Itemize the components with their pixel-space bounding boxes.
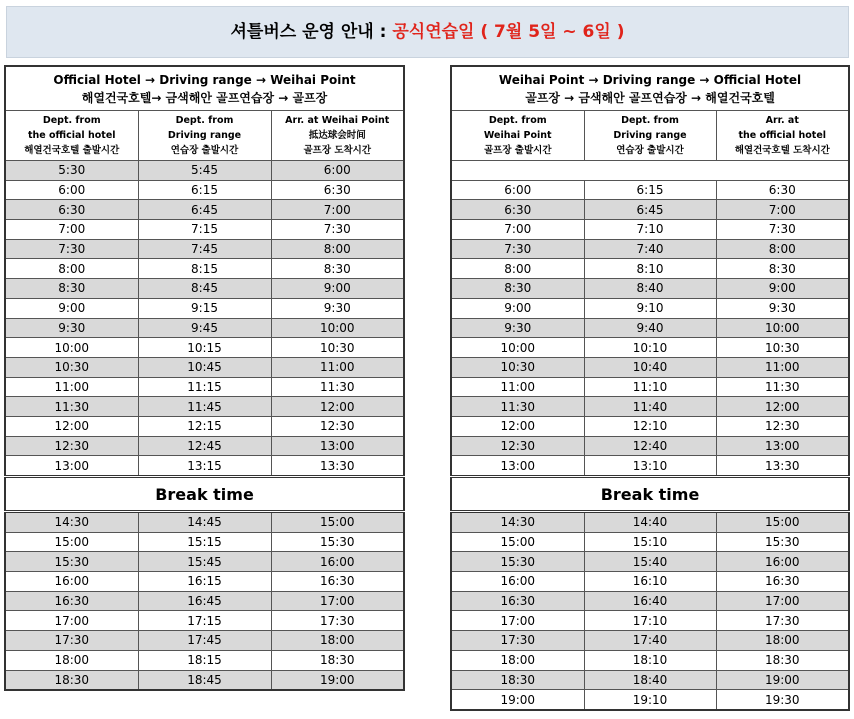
table-row xyxy=(5,650,404,670)
time-cell: 17:10 xyxy=(584,611,716,631)
route-english: Official Hotel → Driving range → Weihai Point xyxy=(53,72,356,87)
table-row xyxy=(451,180,849,200)
time-cell: 8:00 xyxy=(5,259,138,279)
time-cell: 17:30 xyxy=(271,611,404,631)
time-cell: 15:30 xyxy=(716,532,849,552)
time-cell: 8:30 xyxy=(716,259,849,279)
banner-highlight: 공식연습일 ( 7월 5일 ~ 6일 ) xyxy=(392,22,625,42)
time-cell: 11:00 xyxy=(271,357,404,377)
time-cell: 15:30 xyxy=(271,532,404,552)
time-cell: 10:10 xyxy=(584,338,716,358)
table-row xyxy=(451,552,849,572)
time-cell: 18:10 xyxy=(584,650,716,670)
time-cell: 9:45 xyxy=(138,318,271,338)
time-cell: 16:30 xyxy=(271,572,404,592)
table-row xyxy=(451,690,849,710)
time-cell: 17:30 xyxy=(716,611,849,631)
time-cell: 15:00 xyxy=(716,512,849,533)
time-cell: 10:30 xyxy=(5,357,138,377)
time-cell: 18:15 xyxy=(138,650,271,670)
time-cell: 18:30 xyxy=(5,670,138,690)
time-cell: 7:00 xyxy=(5,220,138,240)
time-cell: 17:15 xyxy=(138,611,271,631)
time-cell: 10:30 xyxy=(716,338,849,358)
column-header-line: Driving range xyxy=(167,130,242,141)
table-row xyxy=(5,611,404,631)
blank-cell xyxy=(451,161,849,181)
route-korean: 골프장 → 금색해안 골프연습장 → 해열건국호텔 xyxy=(525,90,775,105)
schedule-table-golf-to-hotel xyxy=(450,65,850,711)
break-row xyxy=(5,477,404,512)
time-cell: 13:15 xyxy=(138,456,271,477)
time-cell: 17:00 xyxy=(271,591,404,611)
time-cell: 15:30 xyxy=(5,552,138,572)
time-cell: 18:00 xyxy=(271,631,404,651)
time-cell: 19:00 xyxy=(451,690,584,710)
table-row xyxy=(5,572,404,592)
column-header xyxy=(716,111,849,161)
time-cell: 12:15 xyxy=(138,416,271,436)
table-row xyxy=(5,591,404,611)
column-header-line: 연습장 출발시간 xyxy=(616,145,684,156)
time-cell: 18:40 xyxy=(584,670,716,690)
break-time-label: Break time xyxy=(5,477,404,512)
time-cell: 14:40 xyxy=(584,512,716,533)
time-cell: 13:00 xyxy=(451,456,584,477)
column-header-row xyxy=(5,111,404,161)
time-cell: 14:30 xyxy=(451,512,584,533)
time-cell: 9:00 xyxy=(271,279,404,299)
time-cell: 9:30 xyxy=(5,318,138,338)
column-header-line: Driving range xyxy=(613,130,687,141)
table-row xyxy=(451,456,849,477)
time-cell: 12:30 xyxy=(5,436,138,456)
time-cell: 10:30 xyxy=(451,357,584,377)
column-header-line: Arr. at xyxy=(765,115,799,126)
time-cell: 16:00 xyxy=(451,572,584,592)
time-cell: 8:00 xyxy=(716,239,849,259)
time-cell: 8:10 xyxy=(584,259,716,279)
column-header-line: the official hotel xyxy=(738,130,827,141)
time-cell: 17:00 xyxy=(5,611,138,631)
table-row xyxy=(451,318,849,338)
time-cell: 10:00 xyxy=(451,338,584,358)
table-row xyxy=(5,532,404,552)
table-row xyxy=(451,298,849,318)
table-row xyxy=(5,670,404,690)
time-cell: 11:45 xyxy=(138,397,271,417)
table-row xyxy=(5,456,404,477)
time-cell: 8:30 xyxy=(5,279,138,299)
time-cell: 15:10 xyxy=(584,532,716,552)
time-cell: 15:30 xyxy=(451,552,584,572)
route-korean: 해열건국호텔→ 금색해안 골프연습장 → 골프장 xyxy=(81,90,328,105)
table-row xyxy=(5,298,404,318)
time-cell: 12:40 xyxy=(584,436,716,456)
time-cell: 17:40 xyxy=(584,631,716,651)
table-row xyxy=(5,200,404,220)
time-cell: 16:30 xyxy=(716,572,849,592)
time-cell: 8:30 xyxy=(271,259,404,279)
time-cell: 12:45 xyxy=(138,436,271,456)
time-cell: 12:10 xyxy=(584,416,716,436)
time-cell: 9:10 xyxy=(584,298,716,318)
time-cell: 14:45 xyxy=(138,512,271,533)
time-cell: 11:10 xyxy=(584,377,716,397)
time-cell: 12:00 xyxy=(271,397,404,417)
time-cell: 9:30 xyxy=(271,298,404,318)
time-cell: 10:15 xyxy=(138,338,271,358)
time-cell: 7:30 xyxy=(271,220,404,240)
time-cell: 13:00 xyxy=(5,456,138,477)
time-cell: 7:30 xyxy=(451,239,584,259)
time-cell: 7:40 xyxy=(584,239,716,259)
table-row xyxy=(451,611,849,631)
column-header xyxy=(584,111,716,161)
time-cell: 15:40 xyxy=(584,552,716,572)
time-cell: 9:30 xyxy=(716,298,849,318)
time-cell: 18:00 xyxy=(451,650,584,670)
time-cell: 11:30 xyxy=(271,377,404,397)
column-header-line: Weihai Point xyxy=(483,130,552,141)
title-banner xyxy=(6,6,849,58)
column-header-line: 抵达球会时间 xyxy=(308,130,366,141)
time-cell: 6:00 xyxy=(451,180,584,200)
table-row xyxy=(451,279,849,299)
column-header-line: Arr. at Weihai Point xyxy=(285,115,390,126)
time-cell: 11:30 xyxy=(5,397,138,417)
time-cell: 16:00 xyxy=(5,572,138,592)
table-row xyxy=(5,436,404,456)
time-cell: 17:45 xyxy=(138,631,271,651)
time-cell: 9:40 xyxy=(584,318,716,338)
table-row xyxy=(451,220,849,240)
time-cell: 8:40 xyxy=(584,279,716,299)
time-cell: 12:00 xyxy=(716,397,849,417)
time-cell: 15:00 xyxy=(271,512,404,533)
column-header-line: Dept. from xyxy=(42,115,101,126)
time-cell: 14:30 xyxy=(5,512,138,533)
time-cell: 11:00 xyxy=(716,357,849,377)
time-cell: 5:30 xyxy=(5,161,138,181)
time-cell: 18:45 xyxy=(138,670,271,690)
time-cell: 7:10 xyxy=(584,220,716,240)
time-cell: 9:00 xyxy=(5,298,138,318)
table-row xyxy=(5,220,404,240)
time-cell: 15:00 xyxy=(5,532,138,552)
blank-row xyxy=(451,161,849,181)
table-row xyxy=(451,200,849,220)
time-cell: 8:00 xyxy=(451,259,584,279)
time-cell: 11:15 xyxy=(138,377,271,397)
time-cell: 16:40 xyxy=(584,591,716,611)
column-header-line: 연습장 출발시간 xyxy=(170,145,239,156)
time-cell: 8:00 xyxy=(271,239,404,259)
route-header xyxy=(5,66,404,111)
time-cell: 6:45 xyxy=(138,200,271,220)
time-cell: 7:45 xyxy=(138,239,271,259)
time-cell: 9:00 xyxy=(451,298,584,318)
table-row xyxy=(451,591,849,611)
time-cell: 8:15 xyxy=(138,259,271,279)
time-cell: 8:45 xyxy=(138,279,271,299)
time-cell: 18:00 xyxy=(5,650,138,670)
time-cell: 16:30 xyxy=(5,591,138,611)
time-cell: 18:30 xyxy=(451,670,584,690)
time-cell: 11:40 xyxy=(584,397,716,417)
table-row xyxy=(5,239,404,259)
time-cell: 12:30 xyxy=(716,416,849,436)
table-row xyxy=(451,631,849,651)
table-row xyxy=(5,357,404,377)
time-cell: 17:00 xyxy=(716,591,849,611)
time-cell: 11:30 xyxy=(716,377,849,397)
table-row xyxy=(451,670,849,690)
time-cell: 16:30 xyxy=(451,591,584,611)
time-cell: 9:00 xyxy=(716,279,849,299)
time-cell: 11:00 xyxy=(5,377,138,397)
time-cell: 18:30 xyxy=(716,650,849,670)
table-row xyxy=(451,377,849,397)
table-row xyxy=(451,436,849,456)
time-cell: 6:30 xyxy=(271,180,404,200)
time-cell: 6:30 xyxy=(451,200,584,220)
table-row xyxy=(5,279,404,299)
column-header-line: Dept. from xyxy=(175,115,234,126)
time-cell: 9:30 xyxy=(451,318,584,338)
column-header-line: 골프장 출발시간 xyxy=(483,145,552,156)
column-header-line: 골프장 도착시간 xyxy=(303,145,372,156)
time-cell: 16:45 xyxy=(138,591,271,611)
time-cell: 7:15 xyxy=(138,220,271,240)
time-cell: 7:00 xyxy=(451,220,584,240)
table-row xyxy=(451,572,849,592)
table-row xyxy=(451,357,849,377)
table-row xyxy=(5,180,404,200)
table-row xyxy=(451,416,849,436)
route-cell xyxy=(451,66,849,111)
time-cell: 18:30 xyxy=(271,650,404,670)
table-row xyxy=(451,650,849,670)
time-cell: 19:30 xyxy=(716,690,849,710)
time-cell: 7:30 xyxy=(716,220,849,240)
time-cell: 19:00 xyxy=(271,670,404,690)
time-cell: 17:00 xyxy=(451,611,584,631)
time-cell: 18:00 xyxy=(716,631,849,651)
time-cell: 15:15 xyxy=(138,532,271,552)
route-english: Weihai Point → Driving range → Official Hotel xyxy=(498,72,802,87)
table-row xyxy=(451,532,849,552)
time-cell: 16:00 xyxy=(716,552,849,572)
time-cell: 16:15 xyxy=(138,572,271,592)
break-time-label: Break time xyxy=(451,477,849,512)
time-cell: 10:40 xyxy=(584,357,716,377)
time-cell: 6:00 xyxy=(271,161,404,181)
time-cell: 10:45 xyxy=(138,357,271,377)
column-header-line: the official hotel xyxy=(27,130,116,141)
table-row xyxy=(451,512,849,533)
time-cell: 13:00 xyxy=(716,436,849,456)
column-header-line: Dept. from xyxy=(621,115,679,126)
column-header xyxy=(271,111,404,161)
time-cell: 17:30 xyxy=(5,631,138,651)
route-header xyxy=(451,66,849,111)
break-row xyxy=(451,477,849,512)
time-cell: 17:30 xyxy=(451,631,584,651)
route-cell xyxy=(5,66,404,111)
time-cell: 19:10 xyxy=(584,690,716,710)
time-cell: 11:00 xyxy=(451,377,584,397)
table-row xyxy=(451,397,849,417)
table-row xyxy=(5,552,404,572)
time-cell: 12:30 xyxy=(451,436,584,456)
column-header xyxy=(451,111,584,161)
time-cell: 6:30 xyxy=(5,200,138,220)
column-header-line: 해열건국호텔 도착시간 xyxy=(734,145,830,156)
table-row xyxy=(451,239,849,259)
time-cell: 11:30 xyxy=(451,397,584,417)
time-cell: 6:15 xyxy=(584,180,716,200)
time-cell: 6:15 xyxy=(138,180,271,200)
table-row xyxy=(5,377,404,397)
column-header-line: Dept. from xyxy=(488,115,547,126)
time-cell: 12:30 xyxy=(271,416,404,436)
time-cell: 9:15 xyxy=(138,298,271,318)
time-cell: 7:00 xyxy=(271,200,404,220)
time-cell: 10:30 xyxy=(271,338,404,358)
time-cell: 5:45 xyxy=(138,161,271,181)
time-cell: 12:00 xyxy=(451,416,584,436)
table-row xyxy=(5,512,404,533)
time-cell: 12:00 xyxy=(5,416,138,436)
banner-prefix: 셔틀버스 운영 안내 : xyxy=(230,22,393,42)
time-cell: 19:00 xyxy=(716,670,849,690)
time-cell: 16:10 xyxy=(584,572,716,592)
table-row xyxy=(5,318,404,338)
time-cell: 13:30 xyxy=(271,456,404,477)
table-row xyxy=(451,259,849,279)
time-cell: 13:10 xyxy=(584,456,716,477)
column-header-row xyxy=(451,111,849,161)
column-header xyxy=(138,111,271,161)
time-cell: 15:45 xyxy=(138,552,271,572)
table-row xyxy=(5,338,404,358)
time-cell: 6:30 xyxy=(716,180,849,200)
time-cell: 15:00 xyxy=(451,532,584,552)
time-cell: 7:30 xyxy=(5,239,138,259)
table-row xyxy=(5,259,404,279)
time-cell: 8:30 xyxy=(451,279,584,299)
time-cell: 10:00 xyxy=(716,318,849,338)
time-cell: 7:00 xyxy=(716,200,849,220)
time-cell: 10:00 xyxy=(5,338,138,358)
table-row xyxy=(5,397,404,417)
time-cell: 6:00 xyxy=(5,180,138,200)
table-row xyxy=(5,161,404,181)
time-cell: 6:45 xyxy=(584,200,716,220)
column-header xyxy=(5,111,138,161)
table-row xyxy=(451,338,849,358)
time-cell: 16:00 xyxy=(271,552,404,572)
column-header-line: 해열건국호텔 출발시간 xyxy=(24,145,120,156)
time-cell: 13:30 xyxy=(716,456,849,477)
time-cell: 10:00 xyxy=(271,318,404,338)
time-cell: 13:00 xyxy=(271,436,404,456)
schedule-table-hotel-to-golf xyxy=(4,65,405,691)
table-row xyxy=(5,416,404,436)
table-row xyxy=(5,631,404,651)
